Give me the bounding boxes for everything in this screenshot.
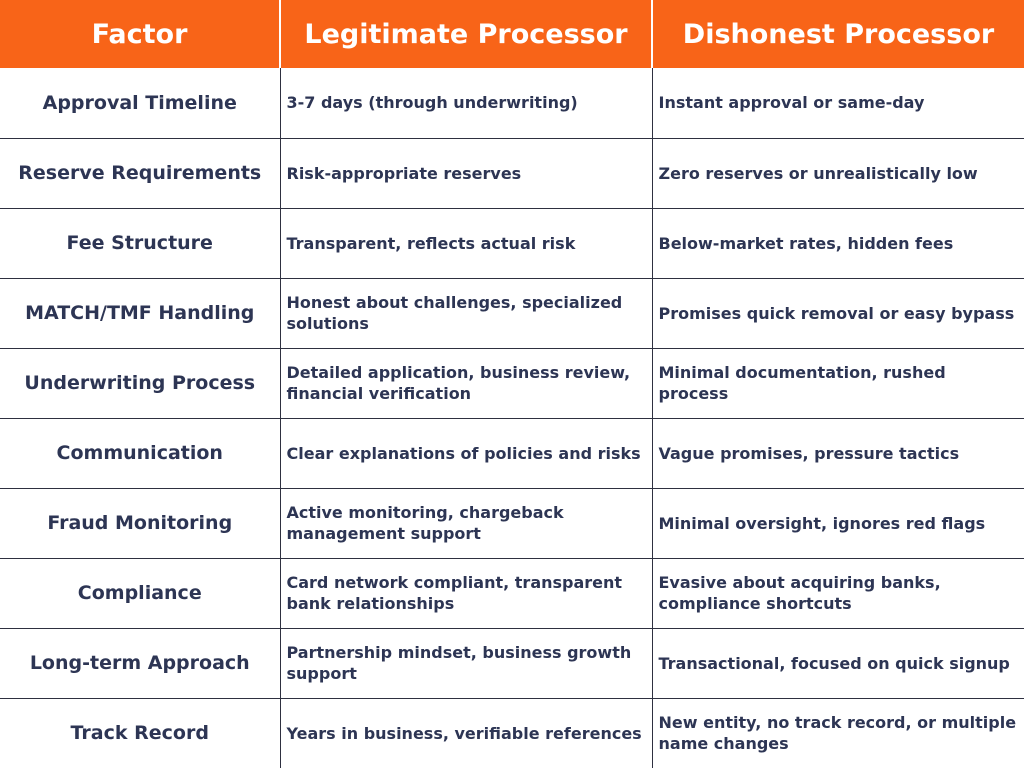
factor-cell: MATCH/TMF Handling: [0, 278, 280, 348]
dishonest-cell: Zero reserves or unrealistically low: [652, 138, 1024, 208]
table-row: [0, 348, 1024, 418]
legitimate-cell: Active monitoring, chargeback management support: [280, 488, 652, 558]
factor-cell: Track Record: [0, 698, 280, 768]
header-legitimate-processor: Legitimate Processor: [280, 0, 652, 68]
table-row: [0, 628, 1024, 698]
table-row: [0, 278, 1024, 348]
factor-cell: Compliance: [0, 558, 280, 628]
legitimate-cell: Clear explanations of policies and risks: [280, 418, 652, 488]
factor-cell: Fraud Monitoring: [0, 488, 280, 558]
header-row: [0, 0, 1024, 68]
legitimate-cell: Detailed application, business review, financial verification: [280, 348, 652, 418]
dishonest-cell: Minimal oversight, ignores red flags: [652, 488, 1024, 558]
table-row: [0, 138, 1024, 208]
dishonest-cell: Instant approval or same-day: [652, 68, 1024, 138]
factor-cell: Approval Timeline: [0, 68, 280, 138]
header-dishonest-processor: Dishonest Processor: [652, 0, 1024, 68]
dishonest-cell: Evasive about acquiring banks, compliance shortcuts: [652, 558, 1024, 628]
table-row: [0, 698, 1024, 768]
dishonest-cell: Below-market rates, hidden fees: [652, 208, 1024, 278]
factor-cell: Long-term Approach: [0, 628, 280, 698]
legitimate-cell: Card network compliant, transparent bank relationships: [280, 558, 652, 628]
legitimate-cell: Risk-appropriate reserves: [280, 138, 652, 208]
table-body: [0, 68, 1024, 768]
table-row: [0, 208, 1024, 278]
dishonest-cell: Promises quick removal or easy bypass: [652, 278, 1024, 348]
legitimate-cell: Years in business, verifiable references: [280, 698, 652, 768]
factor-cell: Underwriting Process: [0, 348, 280, 418]
legitimate-cell: Partnership mindset, business growth support: [280, 628, 652, 698]
factor-cell: Communication: [0, 418, 280, 488]
legitimate-cell: Transparent, reflects actual risk: [280, 208, 652, 278]
factor-cell: Fee Structure: [0, 208, 280, 278]
legitimate-cell: Honest about challenges, specialized solutions: [280, 278, 652, 348]
table-row: [0, 488, 1024, 558]
table-row: [0, 418, 1024, 488]
header-factor: Factor: [0, 0, 280, 68]
table-row: [0, 558, 1024, 628]
table-row: [0, 68, 1024, 138]
dishonest-cell: Minimal documentation, rushed process: [652, 348, 1024, 418]
table-header: [0, 0, 1024, 68]
legitimate-cell: 3-7 days (through underwriting): [280, 68, 652, 138]
dishonest-cell: Transactional, focused on quick signup: [652, 628, 1024, 698]
factor-cell: Reserve Requirements: [0, 138, 280, 208]
dishonest-cell: Vague promises, pressure tactics: [652, 418, 1024, 488]
dishonest-cell: New entity, no track record, or multiple name changes: [652, 698, 1024, 768]
